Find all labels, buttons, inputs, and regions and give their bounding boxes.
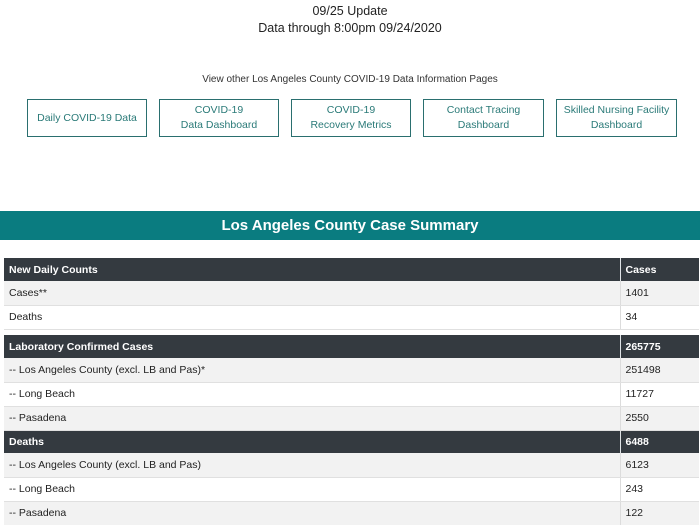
row-value: 243 <box>620 477 699 501</box>
update-date: 09/25 Update <box>312 4 388 18</box>
row-value: 1401 <box>620 281 699 305</box>
row-value: 34 <box>620 305 699 329</box>
table-row <box>4 281 699 305</box>
table-row <box>4 382 699 406</box>
row-label: -- Pasadena <box>4 501 620 525</box>
row-value: 251498 <box>620 358 699 382</box>
row-label: -- Long Beach <box>4 382 620 406</box>
view-other-pages-text: View other Los Angeles County COVID-19 Data Information Pages <box>202 74 498 85</box>
case-summary-table <box>4 258 699 525</box>
row-label: -- Los Angeles County (excl. LB and Pas)* <box>4 358 620 382</box>
row-value: 2550 <box>620 406 699 430</box>
data-through-line: Data through 8:00pm 09/24/2020 <box>258 21 442 35</box>
table-row <box>4 406 699 430</box>
row-label: Cases** <box>4 281 620 305</box>
daily-covid-data-button[interactable]: Daily COVID-19 Data <box>27 99 147 137</box>
table-row <box>4 305 699 329</box>
header-label: Deaths <box>4 430 620 453</box>
covid-data-dashboard-button[interactable]: COVID-19 Data Dashboard <box>159 99 279 137</box>
row-label: Deaths <box>4 305 620 329</box>
case-summary-banner: Los Angeles County Case Summary <box>0 211 700 240</box>
header-value: Cases <box>620 258 699 281</box>
table-header-deaths <box>4 430 699 453</box>
table-row <box>4 477 699 501</box>
row-value: 6123 <box>620 453 699 477</box>
row-label: -- Long Beach <box>4 477 620 501</box>
contact-tracing-dashboard-button[interactable]: Contact Tracing Dashboard <box>423 99 544 137</box>
row-label: -- Pasadena <box>4 406 620 430</box>
header-value: 265775 <box>620 335 699 358</box>
header-label: Laboratory Confirmed Cases <box>4 335 620 358</box>
table-row <box>4 501 699 525</box>
table-header-new-daily <box>4 258 699 281</box>
snf-dashboard-button[interactable]: Skilled Nursing Facility Dashboard <box>556 99 677 137</box>
header-label: New Daily Counts <box>4 258 620 281</box>
header-value: 6488 <box>620 430 699 453</box>
data-pages-nav <box>0 99 700 137</box>
table-header-lab-confirmed <box>4 335 699 358</box>
row-value: 11727 <box>620 382 699 406</box>
row-label: -- Los Angeles County (excl. LB and Pas) <box>4 453 620 477</box>
row-value: 122 <box>620 501 699 525</box>
table-row <box>4 453 699 477</box>
table-row <box>4 358 699 382</box>
recovery-metrics-button[interactable]: COVID-19 Recovery Metrics <box>291 99 411 137</box>
